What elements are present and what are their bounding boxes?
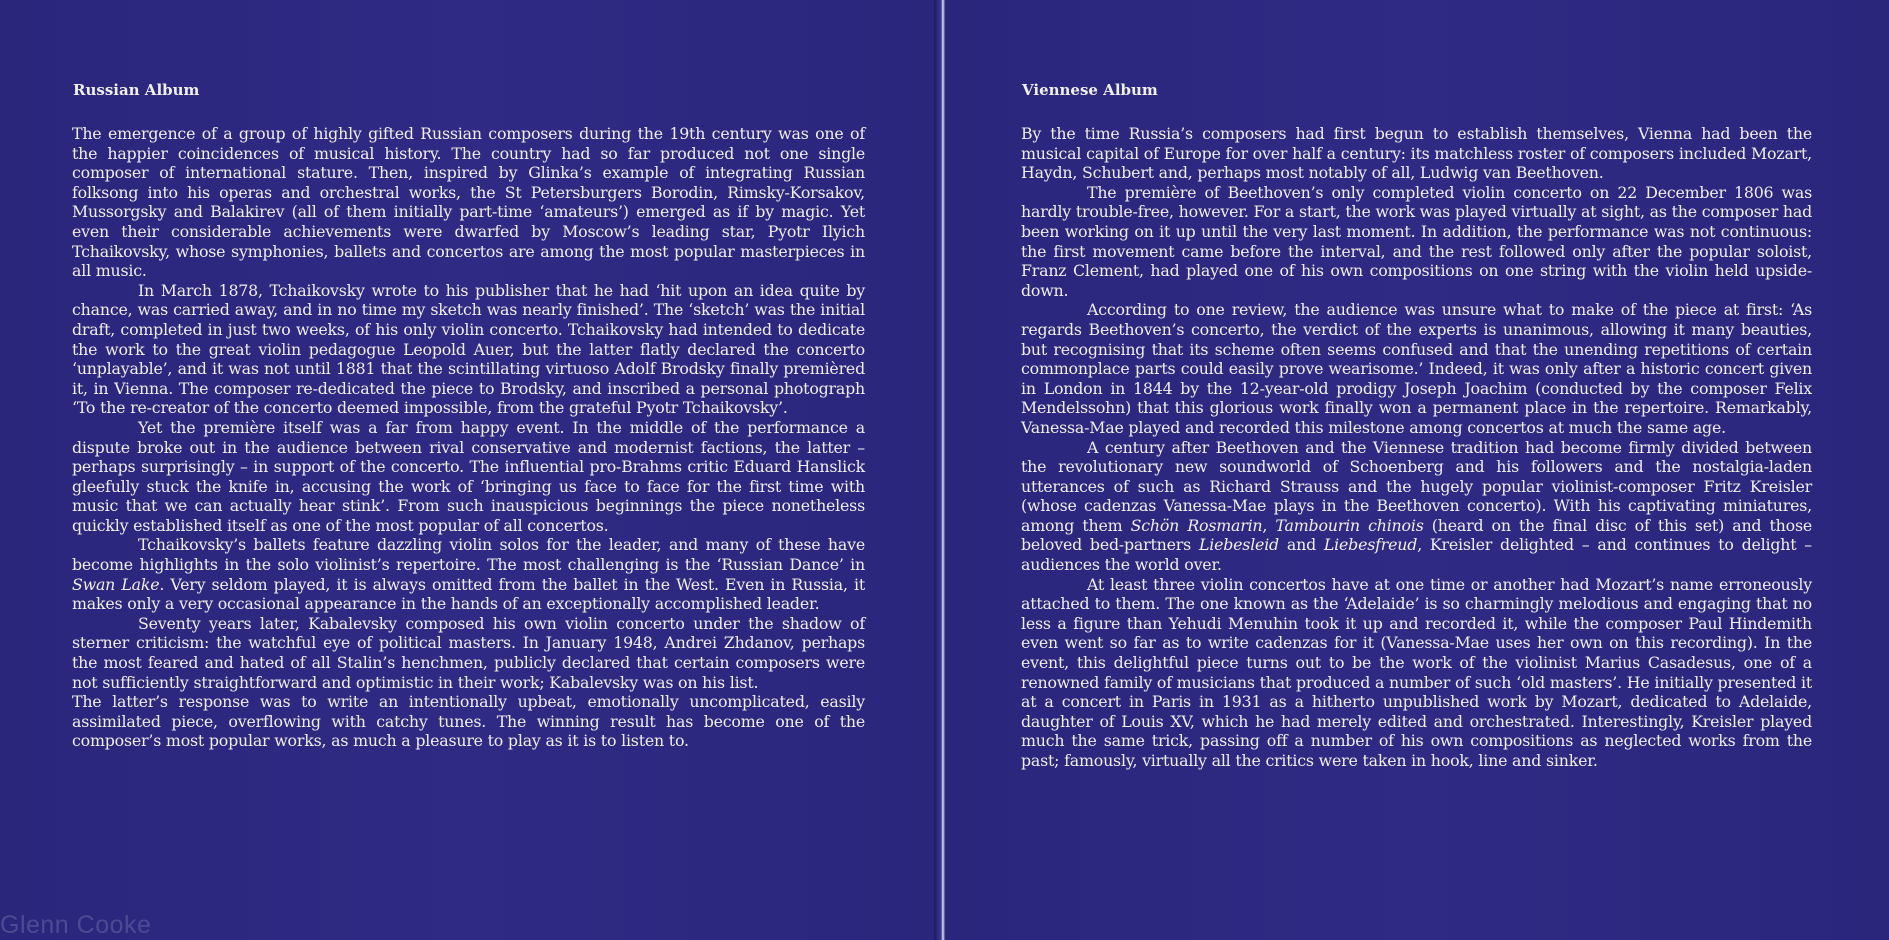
viennese-album-heading: Viennese Album — [1022, 81, 1158, 99]
left-page — [0, 0, 938, 940]
paragraph: In March 1878, Tchaikovsky wrote to his publisher that he had ‘hit upon an idea quite by chance, was carried away, and in no time my sketch was nearly finished’. The ‘sketch’ was the initial draft, completed in just two weeks, of his only violin concerto. Tchaikovsky had intended to dedicate the work to the great violin pedagogue Leopold Auer, but the latter flatly declared the concerto ‘unplayable’, and it was not until 1881 that the scintillating virtuoso Adolf Brodsky finally premièred it, in Vienna. The composer re-dedicated the piece to Brodsky, and inscribed a personal photograph ‘To the re-creator of the concerto deemed impossible, from the grateful Pyotr Tchaikovsky’. — [72, 280, 865, 418]
paragraph: Yet the première itself was a far from happy event. In the middle of the performance a dispute broke out in the audience between rival conservative and modernist factions, the latter – perhaps surprisingly – in support of the concerto. The influential pro-Brahms critic Eduard Hanslick gleefully stuck the knife in, accusing the work of ‘bringing us face to face for the first time with music that we can actually hear stink’. From such inauspicious beginnings the piece nonetheless quickly established itself as one of the most popular of all concertos. — [72, 417, 865, 535]
paragraph: The première of Beethoven’s only completed violin concerto on 22 December 1806 was hardly trouble-free, however. For a start, the work was played virtually at sight, as the composer had been working on it up until the very last moment. In addition, the performance was not continuous: the first movement came before the interval, and the rest followed only after the popular soloist, Franz Clement, had played one of his own compositions on one string with the violin held upside-down. — [1021, 182, 1812, 300]
paragraph: The latter’s response was to write an intentionally upbeat, emotionally uncomplicated, easily assimilated piece, overflowing with catchy tunes. The winning result has become one of the composer’s most popular works, as much a pleasure to play as it is to listen to. — [72, 692, 865, 751]
paragraph: According to one review, the audience was unsure what to make of the piece at first: ‘As regards Beethoven’s concerto, the verdict of the experts is unanimous, allowing it many beauties, but recognising that its scheme often seems confused and that the unending repetitions of certain commonplace parts could easily prove wearisome.’ Indeed, it was only after a historic concert given in London in 1844 by the 12-year-old prodigy Joseph Joachim (conducted by the composer Felix Mendelssohn) that this glorious work finally won a permanent place in the repertoire. Remarkably, Vanessa-Mae played and recorded this milestone among concertos at much the same age. — [1021, 300, 1812, 437]
russian-album-text — [72, 124, 865, 751]
paragraph: A century after Beethoven and the Viennese tradition had become firmly divided between the revolutionary new soundworld of Schoenberg and his followers and the nostalgia-laden utterances of such as Richard Strauss and the hugely popular violinist-composer Fritz Kreisler (whose cadenzas Vanessa-Mae plays in the Beethoven concerto). With his captivating miniatures, among them Schön Rosmarin, Tambourin chinois (heard on the final disc of this set) and those beloved bed-partners Liebesleid and Liebesfreud, Kreisler delighted – and continues to delight – audiences the world over. — [1021, 437, 1812, 575]
paragraph: The emergence of a group of highly gifted Russian composers during the 19th century was one of the happier coincidences of musical history. The country had so far produced not one single composer of international stature. Then, inspired by Glinka’s example of integrating Russian folksong into his operas and orchestral works, the St Petersburgers Borodin, Rimsky-Korsakov, Mussorgsky and Balakirev (all of them initially part-time ‘amateurs’) emerged as if by magic. Yet even their considerable achievements were dwarfed by Moscow’s leading star, Pyotr Ilyich Tchaikovsky, whose symphonies, ballets and concertos are among the most popular masterpieces in all music. — [72, 124, 865, 281]
paragraph: At least three violin concertos have at one time or another had Mozart’s name erroneously attached to them. The one known as the ‘Adelaide’ is so charmingly melodious and engaging that no less a figure than Yehudi Menuhin took it up and recorded it, while the composer Paul Hindemith even went so far as to write cadenzas for it (Vanessa-Mae uses her own on this recording). In the event, this delightful piece turns out to be the work of the violinist Marius Casadesus, one of a renowned family of musicians that produced a number of such ‘old masters’. He initially presented it at a concert in Paris in 1931 as a hitherto unpublished work by Mozart, dedicated to Adelaide, daughter of Louis XV, which he had merely edited and orchestrated. Interestingly, Kreisler played much the same trick, passing off a number of his own compositions as neglected works from the past; famously, virtually all the critics were taken in hook, line and sinker. — [1021, 574, 1812, 770]
paragraph: Seventy years later, Kabalevsky composed his own violin concerto under the shadow of sterner criticism: the watchful eye of political masters. In January 1948, Andrei Zhdanov, perhaps the most feared and hated of all Stalin’s henchmen, publicly declared that certain composers were not sufficiently straightforward and optimistic in their work; Kabalevsky was on his list. — [72, 613, 865, 692]
russian-album-heading: Russian Album — [73, 81, 200, 99]
paragraph: By the time Russia’s composers had first begun to establish themselves, Vienna had been the musical capital of Europe for over half a century: its matchless roster of composers included Mozart, Haydn, Schubert and, perhaps most notably of all, Ludwig van Beethoven. — [1021, 124, 1812, 183]
viennese-album-text — [1021, 124, 1812, 771]
paragraph: Tchaikovsky’s ballets feature dazzling violin solos for the leader, and many of these have become highlights in the solo violinist’s repertoire. The most challenging is the ‘Russian Dance’ in Swan Lake. Very seldom played, it is always omitted from the ballet in the West. Even in Russia, it makes only a very occasional appearance in the hands of an exceptionally accomplished leader. — [72, 535, 865, 614]
watermark: Glenn Cooke — [0, 911, 152, 939]
